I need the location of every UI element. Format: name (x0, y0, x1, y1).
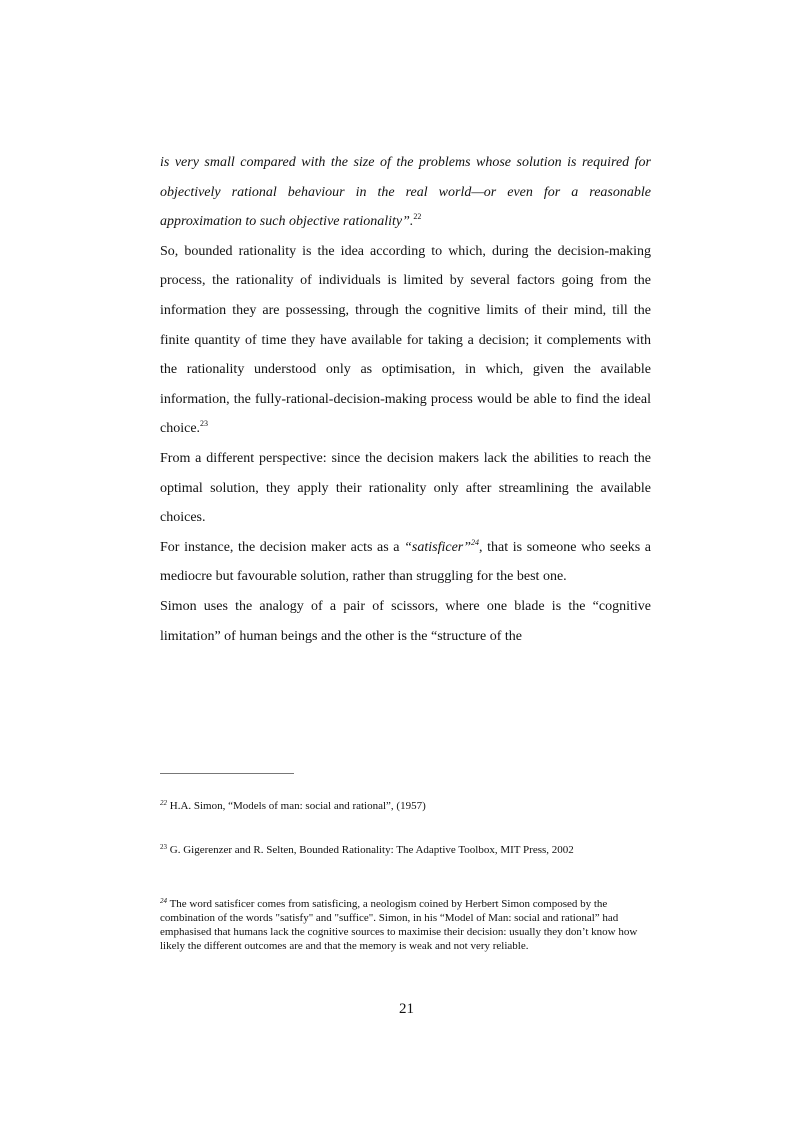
footnote-22-text: H.A. Simon, “Models of man: social and rational”, (1957) (169, 800, 426, 812)
paragraph-bounded-rationality (160, 237, 651, 444)
footnote-ref-24: 24 (471, 537, 480, 547)
satisficer-term: “satisficer” (404, 539, 472, 555)
quote-paragraph (160, 148, 651, 237)
footnote-22-number: 22 (160, 799, 167, 807)
footnote-ref-23: 23 (200, 419, 209, 429)
quote-text: is very small compared with the size of the problems whose solution is required for objectively rational behaviour in the real world—or even for a reasonable approximation to such objective rationality”. (160, 155, 651, 230)
footnote-24 (160, 897, 651, 953)
paragraph-satisficer (160, 533, 651, 592)
paragraph-perspective: From a different perspective: since the decision makers lack the abilities to reach the optimal solution, they apply their rationality only after streamlining the available choices. (160, 450, 651, 526)
footnote-24-number: 24 (160, 897, 167, 905)
footnote-24-text: The word satisficer comes from satisficing, a neologism coined by Herbert Simon composed by the combination of the words "satisfy" and "suffice". Simon, in his “Model of Man: social and rational” had emphasised that humans lack the cognitive sources to maximise their decision: usually they don’t know how likely the different outcomes are and that the memory is weak and not very reliable. (160, 898, 638, 952)
footnote-23 (160, 843, 651, 857)
body-text (160, 148, 651, 651)
footnote-divider (160, 773, 294, 774)
paragraph-scissors: Simon uses the analogy of a pair of scissors, where one blade is the “cognitive limitation” of human beings and the other is the “structure of the (160, 598, 651, 644)
page-number: 21 (399, 1001, 414, 1017)
paragraph-3-after: , that is someone who seeks a mediocre but favourable solution, rather than struggling for the best one. (160, 539, 651, 585)
footnote-23-text: G. Gigerenzer and R. Selten, Bounded Rationality: The Adaptive Toolbox, MIT Press, 2002 (169, 844, 574, 856)
paragraph-1-text: So, bounded rationality is the idea according to which, during the decision-making process, the rationality of individuals is limited by several factors going from the information they are possessing, through the cognitive limits of their mind, till the finite quantity of time they have available for taking a decision; it complements with the rationality understood only as optimisation, in which, given the available information, the fully-rational-decision-making process would be able to find the ideal choice. (160, 243, 651, 437)
footnote-23-number: 23 (160, 843, 167, 851)
footnote-ref-22: 22 (413, 212, 422, 222)
footnote-22 (160, 799, 651, 813)
paragraph-3-before: For instance, the decision maker acts as a (160, 539, 405, 555)
